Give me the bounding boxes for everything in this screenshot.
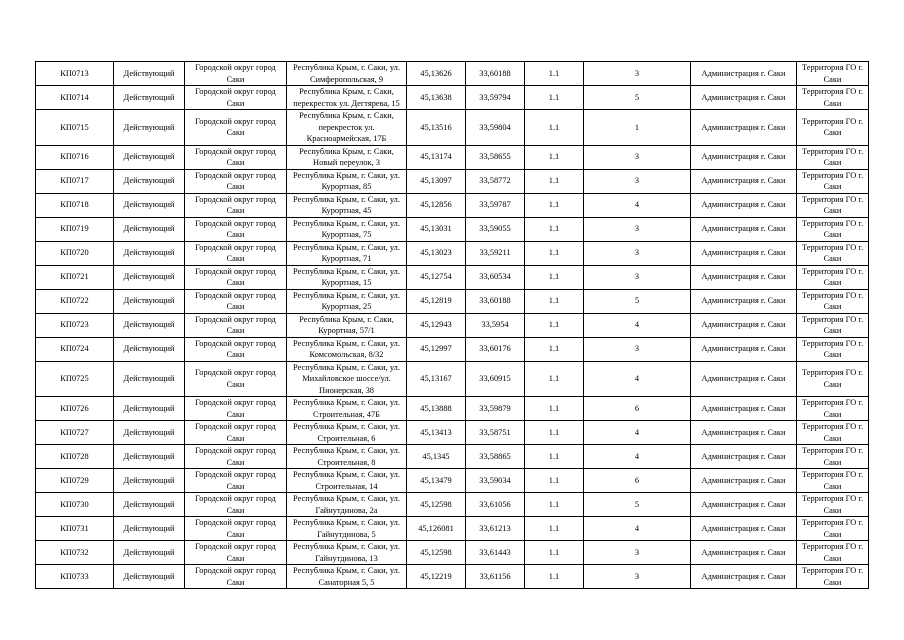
cell-container-volume: 1.1 — [525, 86, 584, 110]
cell-address: Республика Крым, г. Саки, ул. Курортная, 85 — [287, 169, 407, 193]
table-row — [36, 313, 869, 337]
table-row — [36, 361, 869, 397]
cell-district: Городской округ город Саки — [185, 445, 287, 469]
cell-territory: Территория ГО г. Саки — [797, 421, 869, 445]
cell-owner: Администрация г. Саки — [691, 421, 797, 445]
cell-district: Городской округ город Саки — [185, 62, 287, 86]
cell-longitude: 33,61156 — [466, 565, 525, 589]
cell-record-id: КП0723 — [36, 313, 114, 337]
cell-record-id: КП0714 — [36, 86, 114, 110]
cell-container-count: 1 — [584, 110, 691, 146]
cell-container-count: 6 — [584, 397, 691, 421]
cell-owner: Администрация г. Саки — [691, 493, 797, 517]
cell-container-count: 5 — [584, 289, 691, 313]
cell-latitude: 45,12819 — [407, 289, 466, 313]
cell-container-count: 6 — [584, 469, 691, 493]
cell-owner: Администрация г. Саки — [691, 217, 797, 241]
cell-longitude: 33,61213 — [466, 517, 525, 541]
cell-record-id: КП0726 — [36, 397, 114, 421]
cell-territory: Территория ГО г. Саки — [797, 145, 869, 169]
cell-district: Городской округ город Саки — [185, 541, 287, 565]
cell-record-id: КП0733 — [36, 565, 114, 589]
cell-status: Действующий — [114, 517, 185, 541]
cell-record-id: КП0715 — [36, 110, 114, 146]
table-row — [36, 62, 869, 86]
cell-container-volume: 1.1 — [525, 241, 584, 265]
cell-container-volume: 1.1 — [525, 541, 584, 565]
cell-address: Республика Крым, г. Саки, Курортная, 57/1 — [287, 313, 407, 337]
cell-status: Действующий — [114, 217, 185, 241]
cell-longitude: 33,59879 — [466, 397, 525, 421]
cell-container-count: 3 — [584, 241, 691, 265]
cell-territory: Территория ГО г. Саки — [797, 397, 869, 421]
cell-address: Республика Крым, г. Саки, перекресток ул. Красноармейская, 17Б — [287, 110, 407, 146]
cell-district: Городской округ город Саки — [185, 145, 287, 169]
cell-container-count: 3 — [584, 62, 691, 86]
cell-container-volume: 1.1 — [525, 421, 584, 445]
cell-record-id: КП0731 — [36, 517, 114, 541]
cell-record-id: КП0730 — [36, 493, 114, 517]
cell-latitude: 45,12856 — [407, 193, 466, 217]
cell-record-id: КП0729 — [36, 469, 114, 493]
cell-address: Республика Крым, г. Саки, ул. Симферопольская, 9 — [287, 62, 407, 86]
cell-longitude: 33,60176 — [466, 337, 525, 361]
cell-owner: Администрация г. Саки — [691, 469, 797, 493]
cell-latitude: 45,12997 — [407, 337, 466, 361]
cell-territory: Территория ГО г. Саки — [797, 445, 869, 469]
cell-address: Республика Крым, г. Саки, ул. Курортная, 75 — [287, 217, 407, 241]
cell-latitude: 45,13023 — [407, 241, 466, 265]
cell-latitude: 45,13888 — [407, 397, 466, 421]
cell-territory: Территория ГО г. Саки — [797, 62, 869, 86]
cell-longitude: 33,59787 — [466, 193, 525, 217]
cell-latitude: 45,13167 — [407, 361, 466, 397]
cell-territory: Территория ГО г. Саки — [797, 517, 869, 541]
cell-container-volume: 1.1 — [525, 62, 584, 86]
cell-longitude: 33,60534 — [466, 265, 525, 289]
cell-latitude: 45,12943 — [407, 313, 466, 337]
cell-container-volume: 1.1 — [525, 145, 584, 169]
cell-address: Республика Крым, г. Саки, ул. Курортная, 71 — [287, 241, 407, 265]
cell-container-volume: 1.1 — [525, 517, 584, 541]
cell-container-volume: 1.1 — [525, 313, 584, 337]
cell-latitude: 45,13097 — [407, 169, 466, 193]
cell-territory: Территория ГО г. Саки — [797, 265, 869, 289]
cell-district: Городской округ город Саки — [185, 565, 287, 589]
cell-address: Республика Крым, г. Саки, ул. Строительная, 6 — [287, 421, 407, 445]
cell-address: Республика Крым, г. Саки, ул. Санаторная 5, 5 — [287, 565, 407, 589]
cell-longitude: 33,59055 — [466, 217, 525, 241]
cell-record-id: КП0719 — [36, 217, 114, 241]
cell-record-id: КП0716 — [36, 145, 114, 169]
cell-status: Действующий — [114, 493, 185, 517]
cell-territory: Территория ГО г. Саки — [797, 565, 869, 589]
cell-address: Республика Крым, г. Саки, ул. Гайнутдинова, 2а — [287, 493, 407, 517]
cell-record-id: КП0721 — [36, 265, 114, 289]
cell-latitude: 45,13638 — [407, 86, 466, 110]
cell-longitude: 33,58772 — [466, 169, 525, 193]
cell-territory: Территория ГО г. Саки — [797, 217, 869, 241]
cell-owner: Администрация г. Саки — [691, 62, 797, 86]
table-row — [36, 445, 869, 469]
table-row — [36, 541, 869, 565]
cell-container-volume: 1.1 — [525, 397, 584, 421]
cell-container-count: 5 — [584, 493, 691, 517]
cell-container-count: 3 — [584, 265, 691, 289]
cell-district: Городской округ город Саки — [185, 169, 287, 193]
cell-latitude: 45,13031 — [407, 217, 466, 241]
table-row — [36, 517, 869, 541]
cell-longitude: 33,58655 — [466, 145, 525, 169]
cell-status: Действующий — [114, 241, 185, 265]
cell-owner: Администрация г. Саки — [691, 169, 797, 193]
cell-status: Действующий — [114, 565, 185, 589]
cell-longitude: 33,60188 — [466, 289, 525, 313]
cell-address: Республика Крым, г. Саки, ул. Курортная, 45 — [287, 193, 407, 217]
cell-record-id: КП0728 — [36, 445, 114, 469]
table-row — [36, 110, 869, 146]
cell-owner: Администрация г. Саки — [691, 110, 797, 146]
cell-record-id: КП0718 — [36, 193, 114, 217]
cell-district: Городской округ город Саки — [185, 86, 287, 110]
cell-container-count: 4 — [584, 361, 691, 397]
cell-container-count: 4 — [584, 421, 691, 445]
cell-container-volume: 1.1 — [525, 565, 584, 589]
cell-territory: Территория ГО г. Саки — [797, 313, 869, 337]
cell-territory: Территория ГО г. Саки — [797, 86, 869, 110]
cell-district: Городской округ город Саки — [185, 493, 287, 517]
cell-territory: Территория ГО г. Саки — [797, 469, 869, 493]
cell-container-count: 3 — [584, 337, 691, 361]
cell-record-id: КП0713 — [36, 62, 114, 86]
cell-container-volume: 1.1 — [525, 469, 584, 493]
cell-container-volume: 1.1 — [525, 169, 584, 193]
table-row — [36, 241, 869, 265]
cell-district: Городской округ город Саки — [185, 289, 287, 313]
cell-container-volume: 1.1 — [525, 217, 584, 241]
cell-owner: Администрация г. Саки — [691, 565, 797, 589]
cell-address: Республика Крым, г. Саки, Новый переулок, 3 — [287, 145, 407, 169]
cell-territory: Территория ГО г. Саки — [797, 361, 869, 397]
cell-status: Действующий — [114, 445, 185, 469]
cell-latitude: 45,13516 — [407, 110, 466, 146]
cell-container-count: 3 — [584, 565, 691, 589]
cell-latitude: 45,12754 — [407, 265, 466, 289]
cell-district: Городской округ город Саки — [185, 241, 287, 265]
table-row — [36, 421, 869, 445]
cell-container-count: 4 — [584, 445, 691, 469]
cell-status: Действующий — [114, 169, 185, 193]
registry-table — [35, 61, 869, 589]
cell-district: Городской округ город Саки — [185, 110, 287, 146]
cell-record-id: КП0717 — [36, 169, 114, 193]
cell-container-count: 3 — [584, 217, 691, 241]
cell-address: Республика Крым, г. Саки, ул. Строительная, 14 — [287, 469, 407, 493]
cell-address: Республика Крым, г. Саки, ул. Гайнутдинова, 5 — [287, 517, 407, 541]
cell-status: Действующий — [114, 361, 185, 397]
cell-owner: Администрация г. Саки — [691, 86, 797, 110]
cell-territory: Территория ГО г. Саки — [797, 169, 869, 193]
cell-territory: Территория ГО г. Саки — [797, 193, 869, 217]
cell-status: Действующий — [114, 397, 185, 421]
cell-owner: Администрация г. Саки — [691, 145, 797, 169]
cell-territory: Территория ГО г. Саки — [797, 493, 869, 517]
cell-record-id: КП0724 — [36, 337, 114, 361]
table-row — [36, 469, 869, 493]
cell-container-volume: 1.1 — [525, 289, 584, 313]
cell-record-id: КП0727 — [36, 421, 114, 445]
cell-owner: Администрация г. Саки — [691, 445, 797, 469]
table-row — [36, 193, 869, 217]
cell-status: Действующий — [114, 469, 185, 493]
table-row — [36, 169, 869, 193]
cell-latitude: 45,13626 — [407, 62, 466, 86]
cell-owner: Администрация г. Саки — [691, 193, 797, 217]
cell-status: Действующий — [114, 86, 185, 110]
cell-territory: Территория ГО г. Саки — [797, 241, 869, 265]
cell-owner: Администрация г. Саки — [691, 517, 797, 541]
cell-address: Республика Крым, г. Саки, ул. Строительная, 47Б — [287, 397, 407, 421]
cell-district: Городской округ город Саки — [185, 469, 287, 493]
cell-latitude: 45,13413 — [407, 421, 466, 445]
cell-owner: Администрация г. Саки — [691, 361, 797, 397]
table-row — [36, 217, 869, 241]
cell-district: Городской округ город Саки — [185, 193, 287, 217]
cell-status: Действующий — [114, 337, 185, 361]
cell-longitude: 33,58751 — [466, 421, 525, 445]
cell-owner: Администрация г. Саки — [691, 265, 797, 289]
cell-container-count: 3 — [584, 145, 691, 169]
cell-longitude: 33,5954 — [466, 313, 525, 337]
cell-container-volume: 1.1 — [525, 445, 584, 469]
cell-longitude: 33,61056 — [466, 493, 525, 517]
cell-latitude: 45,13479 — [407, 469, 466, 493]
table-body — [36, 62, 869, 589]
table-row — [36, 265, 869, 289]
cell-district: Городской округ город Саки — [185, 517, 287, 541]
cell-container-count: 3 — [584, 541, 691, 565]
cell-territory: Территория ГО г. Саки — [797, 110, 869, 146]
cell-territory: Территория ГО г. Саки — [797, 337, 869, 361]
cell-container-count: 3 — [584, 169, 691, 193]
cell-record-id: КП0725 — [36, 361, 114, 397]
cell-status: Действующий — [114, 62, 185, 86]
cell-territory: Территория ГО г. Саки — [797, 541, 869, 565]
cell-status: Действующий — [114, 541, 185, 565]
table-row — [36, 337, 869, 361]
cell-district: Городской округ город Саки — [185, 313, 287, 337]
cell-latitude: 45,12598 — [407, 541, 466, 565]
cell-status: Действующий — [114, 421, 185, 445]
cell-longitude: 33,59211 — [466, 241, 525, 265]
table-row — [36, 86, 869, 110]
cell-longitude: 33,58865 — [466, 445, 525, 469]
cell-district: Городской округ город Саки — [185, 217, 287, 241]
cell-district: Городской округ город Саки — [185, 397, 287, 421]
cell-container-volume: 1.1 — [525, 493, 584, 517]
cell-status: Действующий — [114, 193, 185, 217]
cell-container-volume: 1.1 — [525, 361, 584, 397]
table-row — [36, 565, 869, 589]
cell-owner: Администрация г. Саки — [691, 337, 797, 361]
cell-owner: Администрация г. Саки — [691, 541, 797, 565]
cell-longitude: 33,61443 — [466, 541, 525, 565]
cell-district: Городской округ город Саки — [185, 361, 287, 397]
cell-district: Городской округ город Саки — [185, 337, 287, 361]
cell-status: Действующий — [114, 110, 185, 146]
cell-address: Республика Крым, г. Саки, ул. Курортная, 25 — [287, 289, 407, 313]
table-row — [36, 493, 869, 517]
cell-district: Городской округ город Саки — [185, 421, 287, 445]
cell-latitude: 45,12598 — [407, 493, 466, 517]
table-row — [36, 145, 869, 169]
cell-territory: Территория ГО г. Саки — [797, 289, 869, 313]
cell-address: Республика Крым, г. Саки, ул. Строительная, 8 — [287, 445, 407, 469]
cell-status: Действующий — [114, 265, 185, 289]
cell-record-id: КП0722 — [36, 289, 114, 313]
table-row — [36, 397, 869, 421]
cell-longitude: 33,59794 — [466, 86, 525, 110]
table-row — [36, 289, 869, 313]
cell-address: Республика Крым, г. Саки, перекресток ул. Дегтярева, 15 — [287, 86, 407, 110]
cell-status: Действующий — [114, 145, 185, 169]
cell-longitude: 33,60188 — [466, 62, 525, 86]
cell-latitude: 45,126081 — [407, 517, 466, 541]
cell-address: Республика Крым, г. Саки, ул. Комсомольская, 8/32 — [287, 337, 407, 361]
cell-container-count: 4 — [584, 517, 691, 541]
cell-owner: Администрация г. Саки — [691, 241, 797, 265]
cell-address: Республика Крым, г. Саки, ул. Гайнутдинова, 13 — [287, 541, 407, 565]
cell-address: Республика Крым, г. Саки, ул. Курортная, 15 — [287, 265, 407, 289]
cell-status: Действующий — [114, 289, 185, 313]
cell-district: Городской округ город Саки — [185, 265, 287, 289]
cell-container-volume: 1.1 — [525, 337, 584, 361]
cell-address: Республика Крым, г. Саки, ул. Михайловское шоссе/ул. Пионерская, 38 — [287, 361, 407, 397]
cell-container-count: 4 — [584, 193, 691, 217]
cell-latitude: 45,1345 — [407, 445, 466, 469]
cell-owner: Администрация г. Саки — [691, 397, 797, 421]
cell-container-volume: 1.1 — [525, 265, 584, 289]
cell-owner: Администрация г. Саки — [691, 289, 797, 313]
cell-record-id: КП0720 — [36, 241, 114, 265]
cell-container-volume: 1.1 — [525, 193, 584, 217]
cell-owner: Администрация г. Саки — [691, 313, 797, 337]
cell-status: Действующий — [114, 313, 185, 337]
cell-longitude: 33,60915 — [466, 361, 525, 397]
cell-longitude: 33,59034 — [466, 469, 525, 493]
cell-latitude: 45,13174 — [407, 145, 466, 169]
cell-record-id: КП0732 — [36, 541, 114, 565]
cell-container-count: 4 — [584, 313, 691, 337]
cell-container-count: 5 — [584, 86, 691, 110]
cell-latitude: 45,12219 — [407, 565, 466, 589]
cell-container-volume: 1.1 — [525, 110, 584, 146]
cell-longitude: 33,59804 — [466, 110, 525, 146]
